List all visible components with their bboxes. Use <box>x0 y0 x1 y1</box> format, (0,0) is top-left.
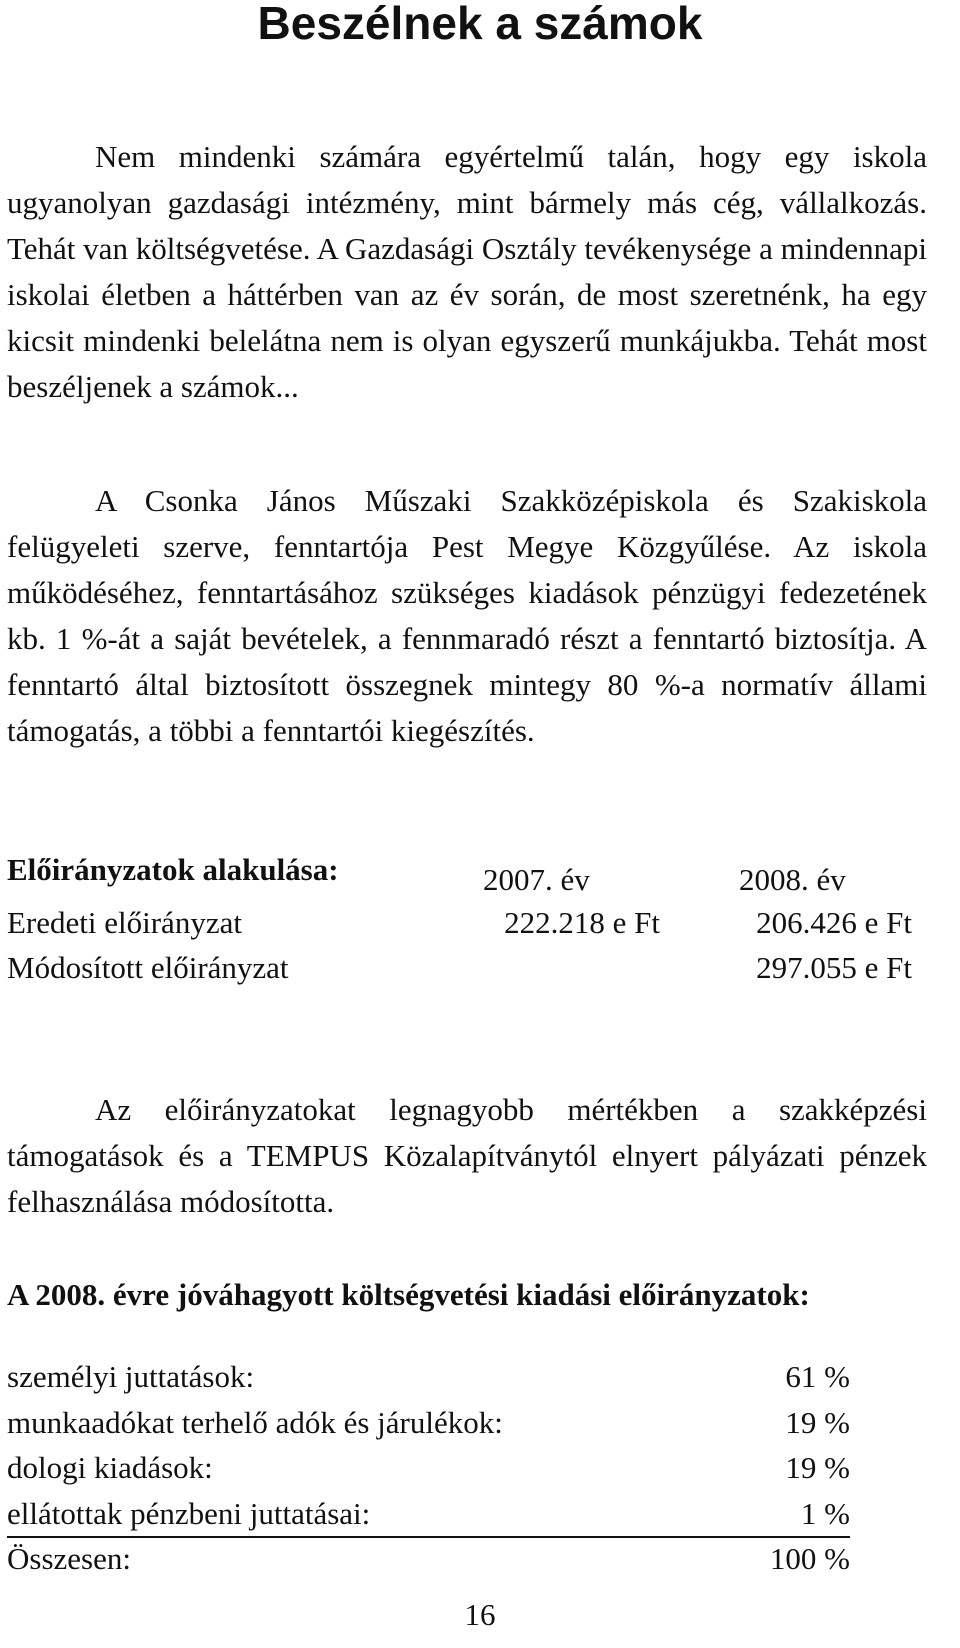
page-title: Beszélnek a számok <box>257 0 703 49</box>
budget-row <box>7 1496 850 1538</box>
appropriations-note-paragraph: Az előirányzatokat legnagyobb mértékben a szakképzési támogatások és a TEMPUS Közalapítványtól elnyert pályázati pénzek felhasználása módosította. <box>7 1092 927 1219</box>
original-appropriation-2007: 222.218 e Ft <box>504 905 660 940</box>
budget-row <box>7 1359 850 1405</box>
budget-total-label: Összesen: <box>7 1541 131 1576</box>
intro-paragraph: Nem mindenki számára egyértelmű talán, hogy egy iskola ugyanolyan gazdasági intézmény, mint bármely más cég, vállalkozás. Tehát van költségvetése. A Gazdasági Osztály tevékenysége a mindennapi iskolai életben a háttérben van az év során, de most szeretnénk, ha egy kicsit mindenki belelátna nem is olyan egyszerű munkájukba. Tehát most beszéljenek a számok... <box>7 139 927 404</box>
modified-appropriation-label: Módosított előirányzat <box>7 950 289 985</box>
budget-row-value: 61 % <box>785 1359 850 1394</box>
budget-total-value: 100 % <box>769 1541 850 1576</box>
original-appropriation-2008: 206.426 e Ft <box>756 905 912 940</box>
budget-row-label: munkaadókat terhelő adók és járulékok: <box>7 1405 503 1440</box>
budget-row-value: 19 % <box>785 1450 850 1485</box>
page-number: 16 <box>464 1597 496 1632</box>
school-funding-paragraph: A Csonka János Műszaki Szakközépiskola és Szakiskola felügyeleti szerve, fenntartója Pest Megye Közgyűlése. Az iskola működéséhez, fenntartásához szükséges kiadások pénzügyi fedezetének kb. 1 %-át a saját bevételek, a fennmaradó részt a fenntartó biztosítja. A fenntartó által biztosított összegnek mintegy 80 %-a normatív állami támogatás, a többi a fenntartói kiegészítés. <box>7 483 927 748</box>
budget-row <box>7 1450 850 1496</box>
budget-total-row <box>7 1541 850 1587</box>
original-appropriation-label: Eredeti előirányzat <box>7 905 242 940</box>
budget-row-value: 19 % <box>785 1405 850 1440</box>
appropriations-heading: Előirányzatok alakulása: <box>7 852 339 887</box>
modified-appropriation-2008: 297.055 e Ft <box>756 950 912 985</box>
budget-row-label: ellátottak pénzbeni juttatásai: <box>7 1496 371 1531</box>
year-2007-header: 2007. év <box>483 862 590 897</box>
budget-row-label: személyi juttatások: <box>7 1359 255 1394</box>
year-2008-header: 2008. év <box>739 862 846 897</box>
budget-row-value: 1 % <box>800 1496 850 1531</box>
budget-row-label: dologi kiadások: <box>7 1450 213 1485</box>
budget-heading: A 2008. évre jóváhagyott költségvetési kiadási előirányzatok: <box>7 1277 810 1312</box>
budget-row <box>7 1405 850 1451</box>
